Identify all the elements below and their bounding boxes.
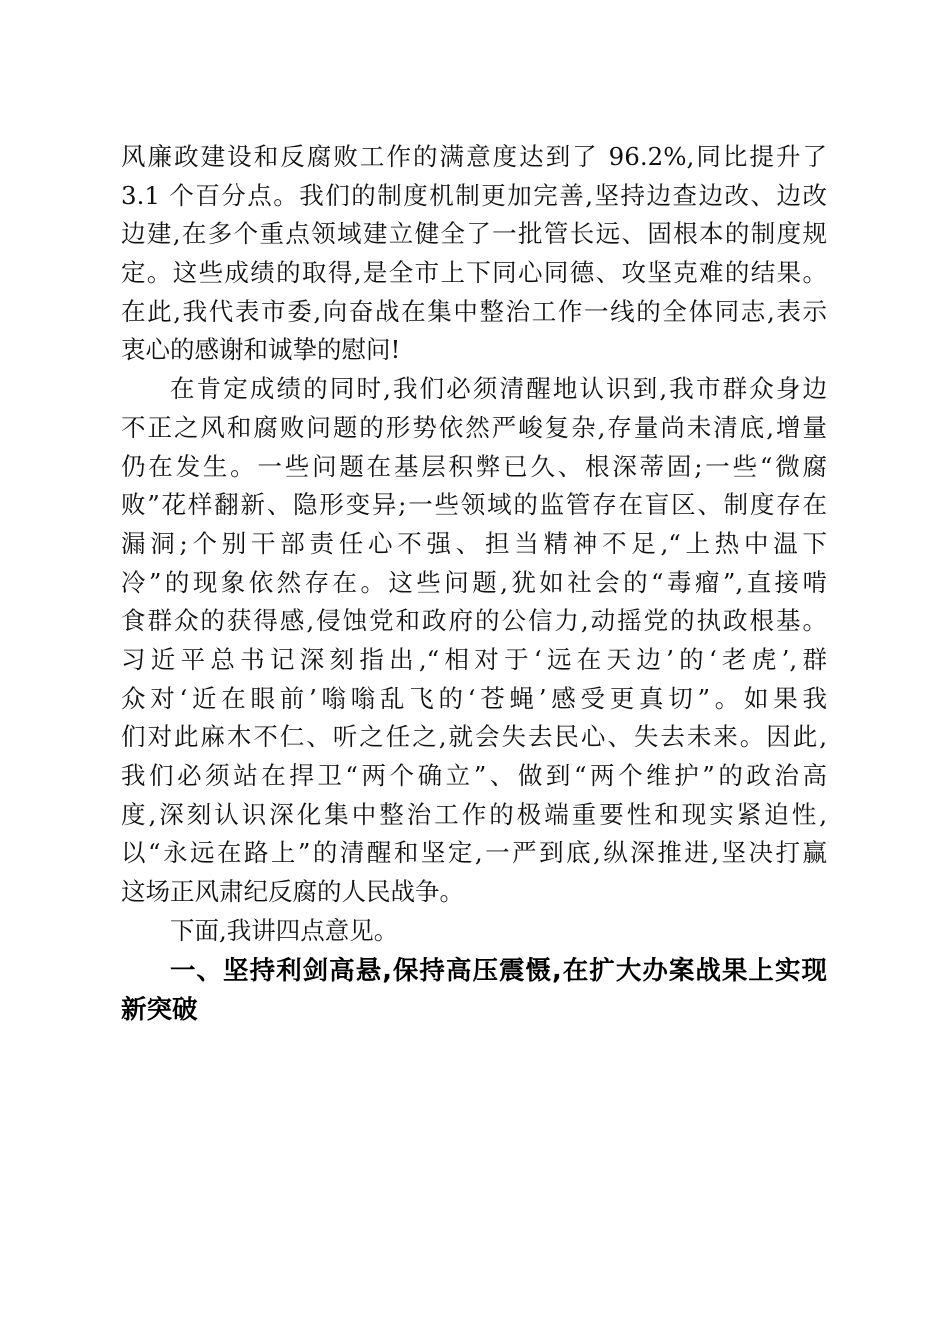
text-line: 败”花样翻新、隐形变异;一些领域的监管存在盲区、制度存在: [121, 490, 827, 520]
text-line: 下面,我讲四点意见。: [170, 915, 399, 945]
text-line: 在此,我代表市委,向奋战在集中整治工作一线的全体同志,表示: [121, 296, 827, 326]
text-line: 习近平总书记深刻指出,“相对于‘远在天边’的‘老虎’,群: [121, 644, 827, 674]
heading-line: 新突破: [121, 995, 198, 1026]
text-line: 们对此麻木不仁、听之任之,就会失去民心、失去未来。因此,: [121, 722, 827, 752]
text-line: 3.1 个百分点。我们的制度机制更加完善,坚持边查边改、边改: [121, 180, 827, 210]
text-line: 定。这些成绩的取得,是全市上下同心同德、攻坚克难的结果。: [121, 258, 827, 288]
text-line: 不正之风和腐败问题的形势依然严峻复杂,存量尚未清底,增量: [121, 412, 827, 442]
paragraph-achievements: [121, 138, 827, 370]
section-heading-1: [121, 952, 827, 1029]
text-line: 边建,在多个重点领域建立健全了一批管长远、固根本的制度规: [121, 219, 827, 249]
paragraph-problems: [121, 370, 827, 912]
text-line: 我们必须站在捍卫“两个确立”、做到“两个维护”的政治高: [121, 761, 827, 790]
text-line: 漏洞;个别干部责任心不强、担当精神不足,“上热中温下: [121, 528, 827, 558]
text-line: 仍在发生。一些问题在基层积弊已久、根深蒂固;一些“微腐: [121, 451, 827, 481]
text-line: 冷”的现象依然存在。这些问题,犹如社会的“毒瘤”,直接啃: [121, 567, 827, 597]
text-line: 以“永远在路上”的清醒和坚定,一严到底,纵深推进,坚决打赢: [121, 838, 827, 868]
document-body: [121, 138, 827, 1030]
text-line: 这场正风肃纪反腐的人民战争。: [121, 877, 464, 907]
paragraph-transition: [121, 912, 827, 951]
text-line: 度,深刻认识深化集中整治工作的极端重要性和现实紧迫性,: [121, 799, 827, 829]
text-line: 众对‘近在眼前’嗡嗡乱飞的‘苍蝇’感受更真切”。如果我: [121, 683, 827, 713]
text-line: 风廉政建设和反腐败工作的满意度达到了 96.2%,同比提升了: [121, 142, 827, 171]
text-line: 在肯定成绩的同时,我们必须清醒地认识到,我市群众身边: [170, 374, 827, 404]
heading-line: 一、坚持利剑高悬,保持高压震慑,在扩大办案战果上实现: [170, 956, 827, 987]
text-line: 衷心的感谢和诚挚的慰问!: [121, 335, 401, 365]
text-line: 食群众的获得感,侵蚀党和政府的公信力,动摇党的执政根基。: [121, 606, 827, 636]
